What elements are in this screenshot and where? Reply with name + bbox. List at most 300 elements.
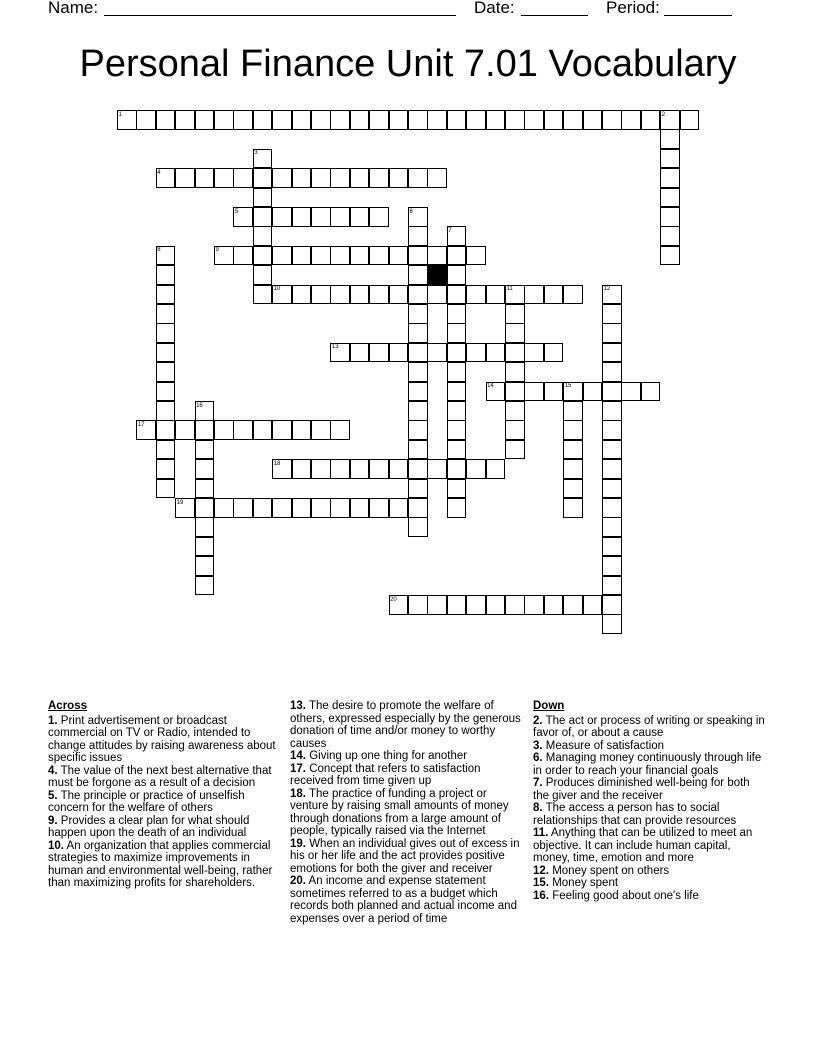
crossword-cell[interactable] xyxy=(311,498,331,518)
crossword-cell[interactable] xyxy=(389,168,409,188)
crossword-cell[interactable] xyxy=(466,595,486,615)
crossword-cell[interactable] xyxy=(427,168,447,188)
crossword-cell[interactable] xyxy=(350,246,370,266)
crossword-cell[interactable] xyxy=(447,362,467,382)
down-heading: Down xyxy=(533,700,565,712)
crossword-cell[interactable] xyxy=(602,537,622,557)
crossword-cell[interactable] xyxy=(156,304,176,324)
crossword-cell[interactable] xyxy=(602,614,622,634)
crossword-cell[interactable] xyxy=(602,401,622,421)
crossword-cell[interactable] xyxy=(369,285,389,305)
clue-number: 13 xyxy=(331,344,339,351)
crossword-cell[interactable] xyxy=(369,343,389,363)
crossword-cell[interactable] xyxy=(350,168,370,188)
date-label: Date: xyxy=(474,0,515,17)
crossword-cell[interactable] xyxy=(195,440,215,460)
clue-number: 4 xyxy=(157,169,161,176)
crossword-cell[interactable] xyxy=(408,265,428,285)
crossword-cell[interactable] xyxy=(505,304,525,324)
crossword-cell[interactable] xyxy=(350,110,370,130)
clue-item xyxy=(48,765,278,790)
crossword-cell[interactable] xyxy=(311,110,331,130)
crossword-cell[interactable] xyxy=(427,246,447,266)
crossword-cell[interactable] xyxy=(486,110,506,130)
crossword-cell[interactable] xyxy=(292,168,312,188)
crossword-cell[interactable] xyxy=(505,362,525,382)
clue-item-text: Feeling good about one's life xyxy=(549,889,699,902)
crossword-cell[interactable] xyxy=(350,459,370,479)
crossword-cell[interactable] xyxy=(350,343,370,363)
clue-item-number: 5. xyxy=(48,789,58,802)
crossword-cell[interactable] xyxy=(563,420,583,440)
crossword-cell[interactable] xyxy=(175,110,195,130)
crossword-cell[interactable] xyxy=(505,440,525,460)
crossword-cell[interactable] xyxy=(253,265,273,285)
crossword-cell[interactable] xyxy=(233,246,253,266)
clue-item xyxy=(533,777,767,802)
clue-item xyxy=(533,827,767,865)
clue-item-number: 6. xyxy=(533,752,543,764)
crossword-cell[interactable] xyxy=(408,226,428,246)
crossword-cell[interactable] xyxy=(447,420,467,440)
crossword-cell[interactable] xyxy=(505,110,525,130)
crossword-cell[interactable] xyxy=(544,110,564,130)
down-column xyxy=(533,700,767,902)
clue-item-number: 4. xyxy=(48,764,58,777)
crossword-cell[interactable] xyxy=(292,459,312,479)
clue-item-text: The act or process of writing or speaking in favor of, or about a cause xyxy=(533,714,765,739)
crossword-cell[interactable] xyxy=(447,382,467,402)
crossword-cell[interactable] xyxy=(660,129,680,149)
crossword-cell[interactable] xyxy=(408,168,428,188)
crossword-cell[interactable] xyxy=(447,595,467,615)
crossword-cell[interactable] xyxy=(408,479,428,499)
clue-number: 1 xyxy=(118,111,122,118)
crossword-cell[interactable] xyxy=(408,517,428,537)
crossword-cell[interactable] xyxy=(408,285,428,305)
crossword-cell[interactable] xyxy=(330,110,350,130)
crossword-cell[interactable] xyxy=(563,440,583,460)
clue-number: 17 xyxy=(137,421,145,428)
crossword-cell[interactable] xyxy=(602,556,622,576)
crossword-cell[interactable] xyxy=(156,382,176,402)
clue-item xyxy=(290,750,522,763)
crossword-cell[interactable] xyxy=(156,343,176,363)
clue-number: 9 xyxy=(215,247,219,254)
clue-item-number: 7. xyxy=(533,777,543,789)
clue-item-text: Anything that can be utilized to meet an objective. It can include human capital, money, time, emotion and more xyxy=(533,827,753,864)
clue-item xyxy=(290,700,522,750)
clue-item-text: Provides a clear plan for what should happen upon the death of an individual xyxy=(48,814,250,839)
clue-item-number: 19. xyxy=(290,837,306,850)
blocked-cell xyxy=(427,265,447,285)
clue-item-number: 12. xyxy=(533,864,549,877)
crossword-cell[interactable] xyxy=(408,323,428,343)
crossword-cell[interactable] xyxy=(253,420,273,440)
crossword-cell[interactable] xyxy=(311,420,331,440)
crossword-cell[interactable] xyxy=(408,595,428,615)
crossword-cell[interactable] xyxy=(602,304,622,324)
crossword-cell[interactable] xyxy=(292,110,312,130)
crossword-cell[interactable] xyxy=(389,110,409,130)
clue-item-number: 11. xyxy=(533,827,549,839)
clue-item-number: 1. xyxy=(48,714,58,727)
crossword-cell[interactable] xyxy=(156,285,176,305)
clue-number: 20 xyxy=(390,596,397,603)
clue-item-text: The value of the next best alternative that must be forgone as a result of a decision xyxy=(48,764,272,789)
crossword-cell[interactable] xyxy=(524,285,544,305)
crossword-cell[interactable] xyxy=(253,498,273,518)
crossword-cell[interactable] xyxy=(563,285,583,305)
crossword-cell[interactable] xyxy=(272,207,292,227)
crossword-cell[interactable] xyxy=(195,537,215,557)
crossword-cell[interactable] xyxy=(505,401,525,421)
clue-number: 12 xyxy=(603,286,611,293)
clue-item-text: The access a person has to social relationships that can provide resources xyxy=(533,802,737,827)
clue-item xyxy=(533,715,767,740)
crossword-cell[interactable] xyxy=(195,168,215,188)
crossword-cell[interactable] xyxy=(253,207,273,227)
clue-item-text: The principle or practice of unselfish concern for the welfare of others xyxy=(48,789,245,814)
crossword-cell[interactable] xyxy=(350,498,370,518)
clue-number: 16 xyxy=(196,402,203,409)
crossword-cell[interactable] xyxy=(311,207,331,227)
clue-number: 18 xyxy=(273,460,281,467)
crossword-cell[interactable] xyxy=(427,110,447,130)
clue-item-number: 18. xyxy=(290,787,306,800)
across-column-2 xyxy=(290,700,522,925)
clue-item xyxy=(290,875,522,925)
crossword-cell[interactable] xyxy=(466,459,486,479)
crossword-cell[interactable] xyxy=(524,595,544,615)
crossword-cell[interactable] xyxy=(272,420,292,440)
clue-number: 3 xyxy=(254,150,258,157)
crossword-cell[interactable] xyxy=(389,459,409,479)
crossword-cell[interactable] xyxy=(602,576,622,596)
crossword-cell[interactable] xyxy=(214,168,234,188)
crossword-cell[interactable] xyxy=(389,246,409,266)
crossword-cell[interactable] xyxy=(486,595,506,615)
crossword-cell[interactable] xyxy=(524,343,544,363)
crossword-cell[interactable] xyxy=(641,110,661,130)
crossword-cell[interactable] xyxy=(486,459,506,479)
clues-section xyxy=(0,700,816,1000)
clue-item-number: 20. xyxy=(290,875,306,887)
clue-item xyxy=(533,752,767,777)
crossword-cell[interactable] xyxy=(447,459,467,479)
crossword-cell[interactable] xyxy=(602,420,622,440)
crossword-cell[interactable] xyxy=(369,459,389,479)
crossword-cell[interactable] xyxy=(156,323,176,343)
crossword-cell[interactable] xyxy=(330,459,350,479)
crossword-cell[interactable] xyxy=(563,401,583,421)
crossword-cell[interactable] xyxy=(156,440,176,460)
clue-number: 7 xyxy=(448,227,452,234)
clue-item-text: Concept that refers to satisfaction received from time given up xyxy=(290,762,481,787)
crossword-cell[interactable] xyxy=(369,207,389,227)
crossword-cell[interactable] xyxy=(447,479,467,499)
clue-item-text: When an individual gives out of excess in his or her life and the act provides positive emotions for both the giver and receiver xyxy=(290,837,520,875)
crossword-cell[interactable] xyxy=(544,595,564,615)
clue-item-number: 16. xyxy=(533,889,549,902)
crossword-cell[interactable] xyxy=(505,420,525,440)
clue-number: 6 xyxy=(409,208,413,215)
crossword-cell[interactable] xyxy=(563,595,583,615)
clue-item xyxy=(533,802,767,827)
crossword-cell[interactable] xyxy=(447,110,467,130)
crossword-cell[interactable] xyxy=(330,285,350,305)
crossword-cell[interactable] xyxy=(136,110,156,130)
across-heading: Across xyxy=(48,700,87,712)
crossword-cell[interactable] xyxy=(505,343,525,363)
clue-number: 10 xyxy=(273,286,281,293)
crossword-cell[interactable] xyxy=(602,459,622,479)
crossword-cell[interactable] xyxy=(583,595,603,615)
crossword-cell[interactable] xyxy=(408,420,428,440)
clue-item xyxy=(48,790,278,815)
crossword-cell[interactable] xyxy=(680,110,700,130)
crossword-cell[interactable] xyxy=(621,382,641,402)
crossword-cell[interactable] xyxy=(253,246,273,266)
crossword-cell[interactable] xyxy=(583,110,603,130)
crossword-cell[interactable] xyxy=(563,479,583,499)
page-title: Personal Finance Unit 7.01 Vocabulary xyxy=(79,43,737,85)
clue-item-number: 8. xyxy=(533,802,543,814)
crossword-cell[interactable] xyxy=(505,382,525,402)
crossword-cell[interactable] xyxy=(369,246,389,266)
crossword-cell[interactable] xyxy=(486,343,506,363)
clue-item-number: 13. xyxy=(290,700,306,712)
period-label: Period: xyxy=(606,0,660,17)
crossword-cell[interactable] xyxy=(253,168,273,188)
clue-item-text: Measure of satisfaction xyxy=(542,739,665,752)
clue-item xyxy=(533,890,767,903)
crossword-cell[interactable] xyxy=(408,401,428,421)
clue-item-text: The practice of funding a project or venture by raising small amounts of money through donations from a large amount of people, typically raised via the Internet xyxy=(290,787,509,837)
crossword-cell[interactable] xyxy=(447,285,467,305)
crossword-cell[interactable] xyxy=(544,382,564,402)
crossword-cell[interactable] xyxy=(563,110,583,130)
clue-item-number: 2. xyxy=(533,714,543,727)
crossword-cell[interactable] xyxy=(195,576,215,596)
clue-item-number: 10. xyxy=(48,839,64,852)
clue-number: 5 xyxy=(234,208,239,215)
crossword-cell[interactable] xyxy=(563,459,583,479)
crossword-cell[interactable] xyxy=(195,479,215,499)
crossword-cell[interactable] xyxy=(408,343,428,363)
crossword-cell[interactable] xyxy=(311,168,331,188)
crossword-cell[interactable] xyxy=(292,498,312,518)
crossword-cell[interactable] xyxy=(292,285,312,305)
clue-item xyxy=(533,865,767,878)
crossword-cell[interactable] xyxy=(272,110,292,130)
clue-item-number: 14. xyxy=(290,750,306,762)
clue-number: 11 xyxy=(506,286,513,293)
crossword-cell[interactable] xyxy=(156,265,176,285)
crossword-cell[interactable] xyxy=(602,595,622,615)
crossword-cell[interactable] xyxy=(408,440,428,460)
crossword-cell[interactable] xyxy=(369,110,389,130)
crossword-cell[interactable] xyxy=(330,207,350,227)
clue-item-text: Money spent on others xyxy=(549,864,670,877)
clue-item-text: Managing money continuously through life in order to reach your financial goals xyxy=(533,752,762,777)
crossword-cell[interactable] xyxy=(447,265,467,285)
crossword-cell[interactable] xyxy=(447,498,467,518)
crossword-cell[interactable] xyxy=(466,110,486,130)
clue-item-number: 15. xyxy=(533,877,549,889)
crossword-cell[interactable] xyxy=(486,285,506,305)
crossword-cell[interactable] xyxy=(447,304,467,324)
crossword-cell[interactable] xyxy=(156,110,176,130)
clue-number: 19 xyxy=(176,499,184,506)
crossword-cell[interactable] xyxy=(292,420,312,440)
crossword-cell[interactable] xyxy=(466,343,486,363)
crossword-cell[interactable] xyxy=(408,246,428,266)
crossword-cell[interactable] xyxy=(156,420,176,440)
crossword-cell[interactable] xyxy=(427,285,447,305)
crossword-cell[interactable] xyxy=(583,382,603,402)
crossword-cell[interactable] xyxy=(447,401,467,421)
clue-item xyxy=(48,815,278,840)
crossword-cell[interactable] xyxy=(427,459,447,479)
crossword-cell[interactable] xyxy=(602,382,622,402)
crossword-cell[interactable] xyxy=(602,362,622,382)
crossword-cell[interactable] xyxy=(253,110,273,130)
crossword-cell[interactable] xyxy=(175,420,195,440)
crossword-cell[interactable] xyxy=(602,479,622,499)
crossword-cell[interactable] xyxy=(156,479,176,499)
crossword-cell[interactable] xyxy=(660,207,680,227)
crossword-cell[interactable] xyxy=(272,246,292,266)
crossword-cell[interactable] xyxy=(544,343,564,363)
crossword-cell[interactable] xyxy=(544,285,564,305)
crossword-cell[interactable] xyxy=(330,420,350,440)
crossword-cell[interactable] xyxy=(214,498,234,518)
crossword-cell[interactable] xyxy=(660,149,680,169)
crossword-cell[interactable] xyxy=(233,420,253,440)
clue-item xyxy=(48,715,278,765)
crossword-cell[interactable] xyxy=(195,517,215,537)
crossword-cell[interactable] xyxy=(233,498,253,518)
clue-item-text: An organization that applies commercial strategies to maximize improvements in human and environmental well-being, rather than maximizing profits for shareholders. xyxy=(48,839,273,889)
crossword-cell[interactable] xyxy=(408,110,428,130)
crossword-cell[interactable] xyxy=(427,595,447,615)
crossword-cell[interactable] xyxy=(447,246,467,266)
crossword-cell[interactable] xyxy=(195,459,215,479)
crossword-cell[interactable] xyxy=(602,440,622,460)
clue-item xyxy=(48,840,278,890)
crossword-cell[interactable] xyxy=(447,440,467,460)
across-column-1 xyxy=(48,700,278,890)
crossword-cell[interactable] xyxy=(447,343,467,363)
crossword-cell[interactable] xyxy=(602,517,622,537)
crossword-cell[interactable] xyxy=(233,110,253,130)
clue-item xyxy=(533,740,767,753)
crossword-cell[interactable] xyxy=(156,459,176,479)
crossword-cell[interactable] xyxy=(292,207,312,227)
crossword-cell[interactable] xyxy=(311,285,331,305)
clue-item-number: 9. xyxy=(48,814,58,827)
crossword-cell[interactable] xyxy=(233,168,253,188)
crossword-cell[interactable] xyxy=(253,285,273,305)
clue-item xyxy=(290,788,522,838)
crossword-cell[interactable] xyxy=(602,498,622,518)
crossword-cell[interactable] xyxy=(447,323,467,343)
crossword-cell[interactable] xyxy=(524,382,544,402)
crossword-cell[interactable] xyxy=(195,556,215,576)
crossword-cell[interactable] xyxy=(389,343,409,363)
crossword-cell[interactable] xyxy=(660,226,680,246)
crossword-cell[interactable] xyxy=(621,110,641,130)
clue-item-text: Print advertisement or broadcast commercial on TV or Radio, intended to change attitudes by raising awareness about specific issues xyxy=(48,714,276,764)
crossword-cell[interactable] xyxy=(408,362,428,382)
crossword-cell[interactable] xyxy=(369,168,389,188)
clue-item xyxy=(533,877,767,890)
crossword-cell[interactable] xyxy=(253,188,273,208)
crossword-cell[interactable] xyxy=(253,226,273,246)
crossword-cell[interactable] xyxy=(389,285,409,305)
crossword-cell[interactable] xyxy=(466,246,486,266)
crossword-cell[interactable] xyxy=(311,246,331,266)
crossword-cell[interactable] xyxy=(389,498,409,518)
crossword-cell[interactable] xyxy=(214,420,234,440)
crossword-cell[interactable] xyxy=(408,498,428,518)
crossword-cell[interactable] xyxy=(641,382,661,402)
crossword-cell[interactable] xyxy=(350,285,370,305)
crossword-cell[interactable] xyxy=(195,110,215,130)
clue-number: 2 xyxy=(661,111,666,118)
crossword-cell[interactable] xyxy=(311,459,331,479)
crossword-cell[interactable] xyxy=(602,323,622,343)
crossword-cell[interactable] xyxy=(195,498,215,518)
crossword-cell[interactable] xyxy=(505,323,525,343)
crossword-cell[interactable] xyxy=(350,207,370,227)
crossword-cell[interactable] xyxy=(330,246,350,266)
crossword-cell[interactable] xyxy=(214,110,234,130)
crossword-cell[interactable] xyxy=(602,343,622,363)
crossword-cell[interactable] xyxy=(660,188,680,208)
name-label: Name: xyxy=(48,0,99,17)
crossword-cell[interactable] xyxy=(292,246,312,266)
crossword-cell[interactable] xyxy=(330,498,350,518)
crossword-cell[interactable] xyxy=(563,498,583,518)
crossword-cell[interactable] xyxy=(369,498,389,518)
crossword-cell[interactable] xyxy=(195,420,215,440)
crossword-cell[interactable] xyxy=(156,401,176,421)
crossword-cell[interactable] xyxy=(466,285,486,305)
crossword-cell[interactable] xyxy=(602,110,622,130)
clue-item-number: 17. xyxy=(290,762,306,775)
crossword-cell[interactable] xyxy=(524,110,544,130)
crossword-cell[interactable] xyxy=(505,595,525,615)
crossword-cell[interactable] xyxy=(272,498,292,518)
crossword-cell[interactable] xyxy=(175,168,195,188)
crossword-cell[interactable] xyxy=(272,168,292,188)
clue-number: 8 xyxy=(157,247,161,254)
crossword-cell[interactable] xyxy=(408,304,428,324)
crossword-cell[interactable] xyxy=(427,343,447,363)
clue-item-text: Giving up one thing for another xyxy=(306,750,468,762)
crossword-cell[interactable] xyxy=(330,168,350,188)
crossword-cell[interactable] xyxy=(408,382,428,402)
clue-number: 14 xyxy=(487,383,494,390)
crossword-cell[interactable] xyxy=(408,459,428,479)
clue-item-text: Money spent xyxy=(549,877,619,889)
crossword-cell[interactable] xyxy=(660,168,680,188)
clue-item xyxy=(290,763,522,788)
crossword-cell[interactable] xyxy=(156,362,176,382)
crossword-cell[interactable] xyxy=(660,246,680,266)
